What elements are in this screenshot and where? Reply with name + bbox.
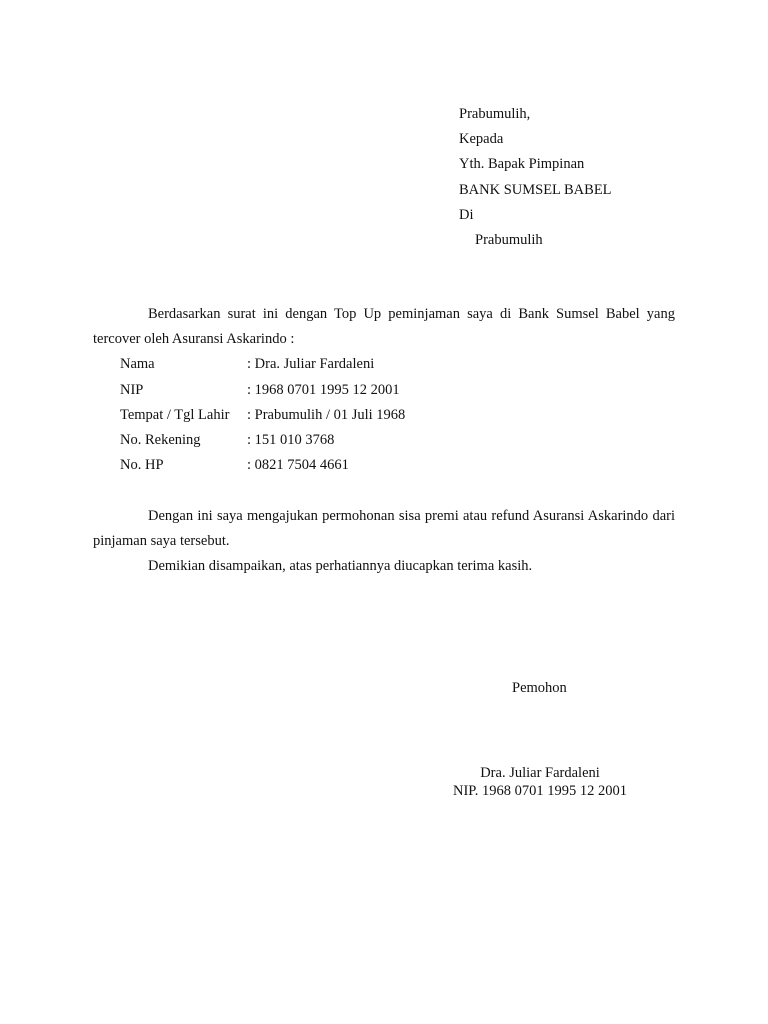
- applicant-details: [93, 352, 675, 478]
- field-label: NIP: [120, 381, 144, 398]
- field-label: Tempat / Tgl Lahir: [120, 406, 230, 423]
- address-block: [459, 102, 612, 253]
- field-value: : Prabumulih / 01 Juli 1968: [247, 406, 406, 423]
- field-label: Nama: [120, 356, 155, 373]
- field-value: : 151 010 3768: [247, 431, 335, 448]
- city-date: Prabumulih,: [459, 106, 531, 122]
- signer-nip: NIP. 1968 0701 1995 12 2001: [452, 783, 627, 799]
- field-row-name: [120, 352, 675, 377]
- address-place: Prabumulih: [475, 232, 543, 249]
- field-label: No. Rekening: [120, 431, 201, 448]
- paragraph-gap: [93, 478, 675, 503]
- address-bank: BANK SUMSEL BABEL: [459, 181, 612, 198]
- address-to: Kepada: [459, 131, 504, 148]
- field-label: No. HP: [120, 457, 164, 474]
- field-row-birth: [120, 403, 675, 428]
- address-recipient: Yth. Bapak Pimpinan: [459, 156, 585, 173]
- address-at: Di: [459, 206, 474, 223]
- field-value: : Dra. Juliar Fardaleni: [247, 356, 375, 373]
- field-row-account: [120, 428, 675, 453]
- signature-role: Pemohon: [512, 680, 567, 696]
- field-value: : 0821 7504 4661: [247, 457, 349, 474]
- signature-block: [440, 764, 640, 800]
- intro-paragraph: Berdasarkan surat ini dengan Top Up peminjaman saya di Bank Sumsel Babel yang tercover oleh Asuransi Askarindo :: [93, 306, 675, 348]
- request-paragraph: Dengan ini saya mengajukan permohonan sisa premi atau refund Asuransi Askarindo dari pinjaman saya tersebut.: [93, 507, 675, 549]
- signer-name: Dra. Juliar Fardaleni: [480, 765, 600, 781]
- letter-body: [93, 302, 675, 579]
- field-row-nip: [120, 378, 675, 403]
- field-value: : 1968 0701 1995 12 2001: [247, 381, 400, 398]
- closing-paragraph: Demikian disampaikan, atas perhatiannya diucapkan terima kasih.: [148, 557, 533, 574]
- field-row-phone: [120, 453, 675, 478]
